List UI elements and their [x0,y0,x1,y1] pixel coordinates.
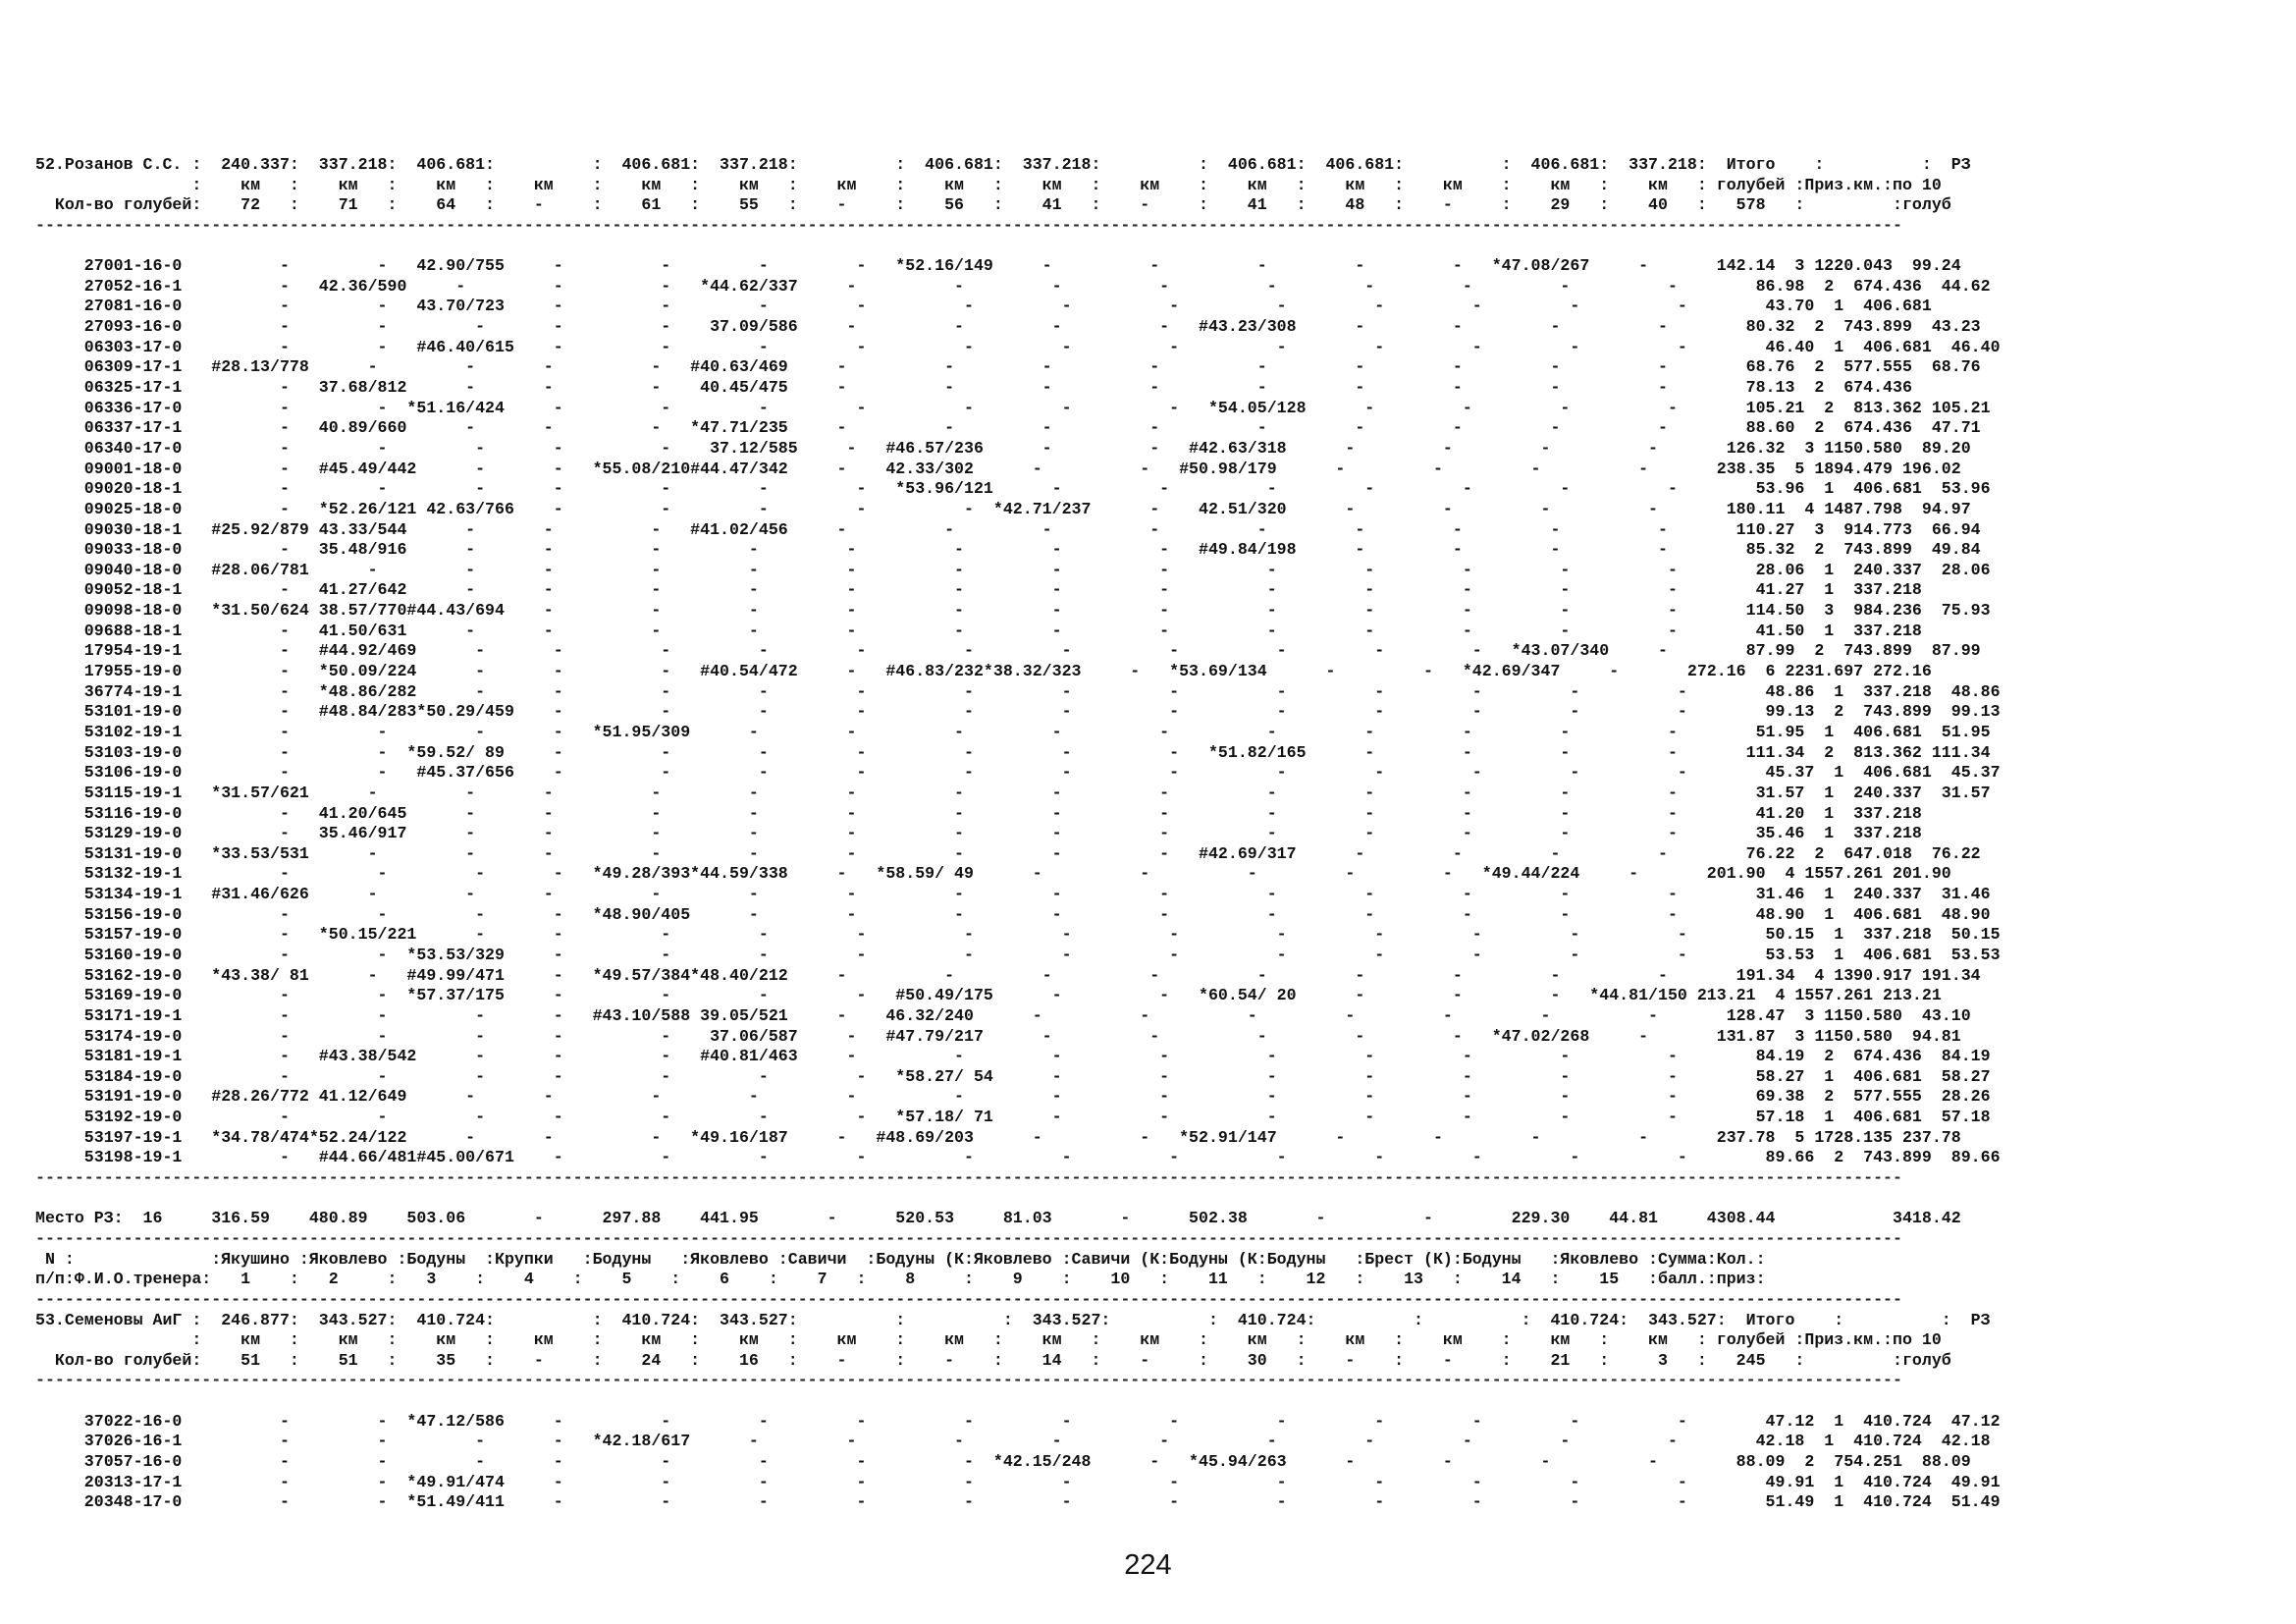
table-row: 53181-19-1 - #43.38/542 - - - #40.81/463 - - - - - - - - - 84.19 2 674.436 84.19 [35,1047,1991,1066]
table-row: 53198-19-1 - #44.66/481#45.00/671 - - - - - - - - - - - - 89.66 2 743.899 89.66 [35,1148,2001,1167]
table-row: 09040-18-0 #28.06/781 - - - - - - - - - - - - - - 28.06 1 240.337 28.06 [35,560,1991,579]
table-row: 53129-19-0 - 35.46/917 - - - - - - - - - - - - - 35.46 1 337.218 [35,824,1922,843]
block-header-line: Кол-во голубей: 72 : 71 : 64 : - : 61 : 55 : - : 56 : 41 : - : 41 : 48 : - : 29 : 40 : 578 : :голуб [35,195,1951,215]
row-gap [35,1391,2001,1412]
block-header-line: : км : км : км : км : км : км : км : км : км : км : км : км : км : км : км : голубей :Приз.км.:по 10 [35,1330,1942,1350]
block-header-line: Кол-во голубей: 51 : 51 : 35 : - : 24 : 16 : - : - : 14 : - : 30 : - : - : 21 : 3 : 245 : :голуб [35,1350,1951,1370]
results-sheet [35,155,2001,1513]
table-row: 17954-19-1 - #44.92/469 - - - - - - - - - - - *43.07/340 - 87.99 2 743.899 87.99 [35,641,1981,661]
table-row: 53156-19-0 - - - - *48.90/405 - - - - - - - - - - 48.90 1 406.681 48.90 [35,904,1991,924]
table-row: 53162-19-0 *43.38/ 81 - #49.99/471 - *49.57/384*48.40/212 - - - - - - - - - 191.34 4 1390.917 191.34 [35,965,1981,985]
row-gap [35,237,2001,257]
table-row: 53191-19-0 #28.26/772 41.12/649 - - - - - - - - - - - - - 69.38 2 577.555 28.26 [35,1087,1991,1107]
block-header-line: 53.Семеновы АиГ : 246.877: 343.527: 410.724: : 410.724: 343.527: : : 343.527: : 410.724: : : 410.724: 343.527: Итого : : РЗ [35,1310,1991,1329]
table-row: 06325-17-1 - 37.68/812 - - - 40.45/475 - - - - - - - - - 78.13 2 674.436 [35,378,1912,398]
separator-line: ----------------------------------------------------------------------------------------------------------------------------------------------------------------------------------------------- [35,1289,1902,1309]
table-row: 06309-17-1 #28.13/778 - - - - #40.63/469 - - - - - - - - - 68.76 2 577.555 68.76 [35,357,1981,377]
table-row: 53157-19-0 - *50.15/221 - - - - - - - - - - - - - 50.15 1 337.218 50.15 [35,925,2001,945]
table-row: 17955-19-0 - *50.09/224 - - - #40.54/472 - #46.83/232*38.32/323 - *53.69/134 - - *42.69/347 - 272.16 6 2231.697 272.16 [35,662,1932,681]
table-row: 06337-17-1 - 40.89/660 - - - *47.71/235 - - - - - - - - - 88.60 2 674.436 47.71 [35,418,1981,438]
summary-row: Место РЗ: 16 316.59 480.89 503.06 - 297.88 441.95 - 520.53 81.03 - 502.38 - - 229.30 44.81 4308.44 3418.42 [35,1209,1961,1228]
separator-line: ----------------------------------------------------------------------------------------------------------------------------------------------------------------------------------------------- [35,1168,1902,1188]
table-row: 09020-18-1 - - - - - - - *53.96/121 - - - - - - - 53.96 1 406.681 53.96 [35,479,1991,499]
table-row: 06336-17-0 - - *51.16/424 - - - - - - - *54.05/128 - - - - 105.21 2 813.362 105.21 [35,398,1991,417]
table-row: 06303-17-0 - - #46.40/615 - - - - - - - - - - - - 46.40 1 406.681 46.40 [35,337,2001,356]
table-row: 09052-18-1 - 41.27/642 - - - - - - - - - - - - - 41.27 1 337.218 [35,580,1922,600]
table-row: 53184-19-0 - - - - - - - *58.27/ 54 - - - - - - - 58.27 1 406.681 58.27 [35,1066,1991,1086]
table-row: 53103-19-0 - - *59.52/ 89 - - - - - - - *51.82/165 - - - - 111.34 2 813.362 111.34 [35,742,1991,762]
table-row: 27081-16-0 - - 43.70/723 - - - - - - - - - - - - 43.70 1 406.681 [35,297,1932,316]
table-row: 53116-19-0 - 41.20/645 - - - - - - - - - - - - - 41.20 1 337.218 [35,803,1922,823]
table-row: 37057-16-0 - - - - - - - - *42.15/248 - *45.94/263 - - - - 88.09 2 754.251 88.09 [35,1452,1971,1471]
table-row: 53174-19-0 - - - - - 37.06/587 - #47.79/217 - - - - - *47.02/268 - 131.87 3 1150.580 94.81 [35,1026,1961,1046]
table-row: 53106-19-0 - - #45.37/656 - - - - - - - - - - - - 45.37 1 406.681 45.37 [35,763,2001,783]
table-row: 37026-16-1 - - - - *42.18/617 - - - - - - - - - - 42.18 1 410.724 42.18 [35,1432,1991,1451]
row-gap [35,1189,2001,1210]
table-row: 53171-19-1 - - - - #43.10/588 39.05/521 - 46.32/240 - - - - - - - 128.47 3 1150.580 43.10 [35,1005,1971,1025]
table-row: 06340-17-0 - - - - - 37.12/585 - #46.57/236 - - #42.63/318 - - - - 126.32 3 1150.580 89.20 [35,438,1971,458]
separator-line: ----------------------------------------------------------------------------------------------------------------------------------------------------------------------------------------------- [35,1228,1902,1248]
table-row: 53160-19-0 - - *53.53/329 - - - - - - - - - - - - 53.53 1 406.681 53.53 [35,945,2001,964]
table-row: 09033-18-0 - 35.48/916 - - - - - - - - #49.84/198 - - - - 85.32 2 743.899 49.84 [35,540,1981,560]
table-row: 36774-19-1 - *48.86/282 - - - - - - - - - - - - - 48.86 1 337.218 48.86 [35,681,2001,701]
page-number: 224 [1124,1549,1172,1581]
table-row: 53115-19-1 *31.57/621 - - - - - - - - - - - - - - 31.57 1 240.337 31.57 [35,783,1991,802]
table-row: 53192-19-0 - - - - - - - *57.18/ 71 - - - - - - - 57.18 1 406.681 57.18 [35,1108,1991,1127]
separator-line: ----------------------------------------------------------------------------------------------------------------------------------------------------------------------------------------------- [35,1371,1902,1390]
table-row: 53131-19-0 *33.53/531 - - - - - - - - - #42.69/317 - - - - 76.22 2 647.018 76.22 [35,843,1981,863]
separator-line: ----------------------------------------------------------------------------------------------------------------------------------------------------------------------------------------------- [35,215,1902,235]
table-row: 27001-16-0 - - 42.90/755 - - - - *52.16/149 - - - - - *47.08/267 - 142.14 3 1220.043 99.24 [35,256,1961,276]
table-row: 53134-19-1 #31.46/626 - - - - - - - - - - - - - - 31.46 1 240.337 31.46 [35,885,1991,904]
block-header-line: 52.Розанов С.С. : 240.337: 337.218: 406.681: : 406.681: 337.218: : 406.681: 337.218: : 406.681: 406.681: : 406.681: 337.218: Итого : : РЗ [35,155,1971,174]
table-row: 27052-16-1 - 42.36/590 - - - *44.62/337 - - - - - - - - - 86.98 2 674.436 44.62 [35,276,1991,296]
table-row: 20348-17-0 - - *51.49/411 - - - - - - - - - - - - 51.49 1 410.724 51.49 [35,1492,2001,1512]
table-row: 20313-17-1 - - *49.91/474 - - - - - - - - - - - - 49.91 1 410.724 49.91 [35,1472,2001,1491]
table-row: 37022-16-0 - - *47.12/586 - - - - - - - - - - - - 47.12 1 410.724 47.12 [35,1411,2001,1431]
block-header-line: : км : км : км : км : км : км : км : км : км : км : км : км : км : км : км : голубей :Приз.км.:по 10 [35,175,1942,194]
table-row: 53132-19-1 - - - - *49.28/393*44.59/338 - *58.59/ 49 - - - - - *49.44/224 - 201.90 4 1557.261 201.90 [35,864,1951,884]
column-header-line: п/п:Ф.И.О.тренера: 1 : 2 : 3 : 4 : 5 : 6 : 7 : 8 : 9 : 10 : 11 : 12 : 13 : 14 : 15 :балл.:приз: [35,1270,1766,1289]
table-row: 09001-18-0 - #45.49/442 - - *55.08/210#44.47/342 - 42.33/302 - - #50.98/179 - - - - 238.35 5 1894.479 196.02 [35,459,1961,478]
table-row: 09098-18-0 *31.50/624 38.57/770#44.43/694 - - - - - - - - - - - - 114.50 3 984.236 75.93 [35,601,1991,621]
table-row: 53102-19-1 - - - - *51.95/309 - - - - - - - - - - 51.95 1 406.681 51.95 [35,722,1991,741]
table-row: 09025-18-0 - *52.26/121 42.63/766 - - - - - *42.71/237 - 42.51/320 - - - - 180.11 4 1487.798 94.97 [35,499,1971,518]
table-row: 27093-16-0 - - - - - 37.09/586 - - - - #43.23/308 - - - - 80.32 2 743.899 43.23 [35,317,1981,337]
table-row: 53169-19-0 - - *57.37/175 - - - - #50.49/175 - - *60.54/ 20 - - - *44.81/150 213.21 4 1557.261 213.21 [35,986,1942,1005]
table-row: 09688-18-1 - 41.50/631 - - - - - - - - - - - - - 41.50 1 337.218 [35,621,1922,640]
table-row: 53101-19-0 - #48.84/283*50.29/459 - - - - - - - - - - - - 99.13 2 743.899 99.13 [35,702,2001,722]
table-row: 09030-18-1 #25.92/879 43.33/544 - - - #41.02/456 - - - - - - - - - 110.27 3 914.773 66.94 [35,519,1981,539]
column-header-line: N : :Якушино :Яковлево :Бодуны :Крупки :Бодуны :Яковлево :Савичи :Бодуны (К:Яковлево :Савичи (К:Бодуны (К:Бодуны :Брест (К):Бодуны :Яковлево :Сумма:Кол.: [35,1249,1766,1269]
table-row: 53197-19-1 *34.78/474*52.24/122 - - - *49.16/187 - #48.69/203 - - *52.91/147 - - - - 237.78 5 1728.135 237.78 [35,1127,1961,1147]
